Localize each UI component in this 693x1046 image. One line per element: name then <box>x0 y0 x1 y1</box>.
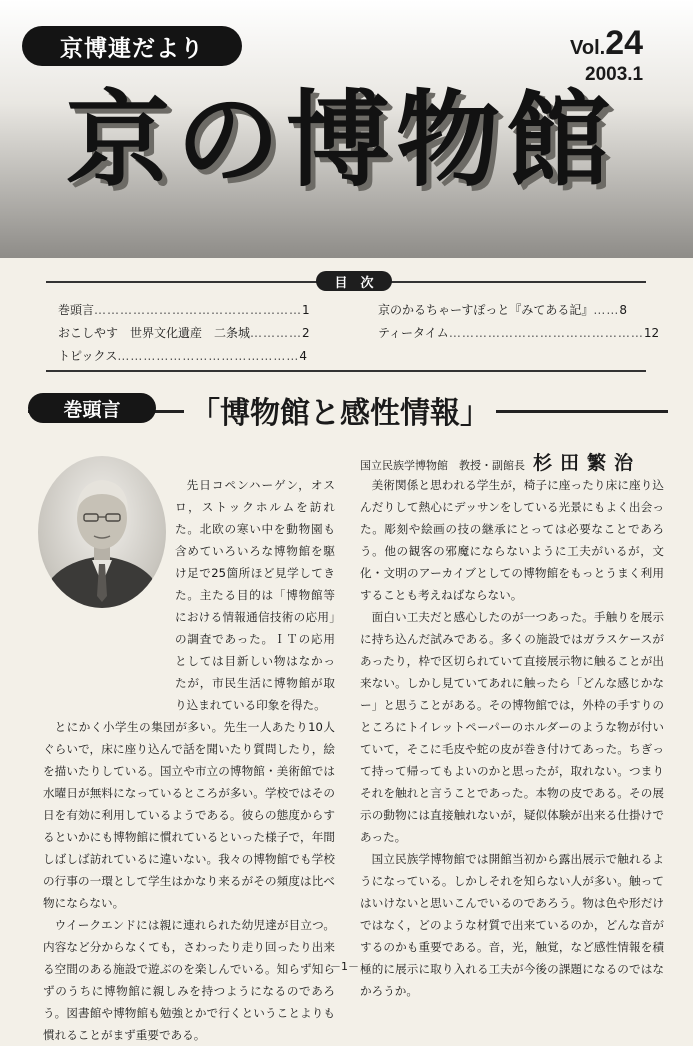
body-text-left-lower <box>43 716 335 1046</box>
toc-item[interactable] <box>58 347 307 364</box>
series-label: 京博連だより <box>22 26 242 66</box>
body-paragraph: ウイークエンドには親に連れられた幼児達が目立つ。内容など分からなくても，さわったり走り回ったり出来る空間のある施設で遊ぶのを楽しんでいる。知らず知らずのうちに博物館に親しみを持つようになるのであろう。図書館や博物館も勉強とかで行くということよりも慣れることがまず重要である。 <box>43 918 335 1042</box>
issue-date: 2003.1 <box>585 64 644 85</box>
toc-leader: …………………………………… <box>117 349 300 363</box>
body-paragraph: 面白い工夫だと感心したのが一つあった。手触りを展示に持ち込んだ試みである。多くの施設ではガラスケースがあったり，枠で区切られていて直接展示物に触ることが出来ない。しかし見ていてあれに触ったら「どんな感じかなー」と思うことがある。その博物館では，外枠の手すりのところにトイレットペーパーのホルダーのような物が付いていて，そこに毛皮や蛇の皮が巻き付けてあった。ちぎって持って帰ってもよいのかと思ったが，取れない。つまりそれを触れと言うことであった。本物の皮である。その展示の動物には直接触れないが，疑似体験が出来る仕掛けであった。 <box>360 610 664 844</box>
toc-item-page: 8 <box>619 303 628 317</box>
toc-leader: ………… <box>250 326 303 340</box>
body-paragraph: 国立民族学博物館では開館当初から露出展示で触れるようになっている。しかしそれを知らない人が多い。触ってはいけないと思いこんでいるのであろう。物は色や形だけではなく，どのような材質で出来ているのか，どんな音がするのかも重要である。音，光，触覚，など感性情報を積極的に展示に取り入れる工夫が今後の課題になるのではなかろうか。 <box>360 852 664 998</box>
article-title: 「博物館と感性情報」 <box>184 388 496 432</box>
body-paragraph: 先日コペンハーゲン，オスロ，ストックホルムを訪れた。北欧の寒い中を動物園も含めていろいろな博物館を駆け足で25箇所ほど見学してきた。主たる目的は「博物館等における情報通信技術の応用」の調査であった。ＩＴの応用としては目新しい物はなかったが，市民生活に博物館が取り込まれている印象を得た。 <box>175 478 335 712</box>
toc-item-page: 4 <box>299 349 308 363</box>
toc-item[interactable] <box>378 324 659 341</box>
author-portrait <box>38 456 166 608</box>
section-label: 巻頭言 <box>28 393 156 423</box>
body-text-right <box>360 474 664 1002</box>
page-number: －1－ <box>330 960 359 973</box>
body-paragraph: 美術関係と思われる学生が，椅子に座ったり床に座り込んだりして熱心にデッサンをしている光景にもよく出会った。彫刻や絵画の技の継承にとっては必要なことであろう。他の観客の邪魔にならないように工夫がいるが，文化・文明のアーカイブとしての博物館をもっとうまく利用することも考えねばならない。 <box>360 478 664 602</box>
author-affiliation: 国立民族学博物館 教授・副館長 <box>360 459 525 472</box>
toc-item-page: 12 <box>643 326 660 340</box>
toc-item-page: 1 <box>302 303 310 317</box>
toc-item-title: 巻頭言 <box>58 303 95 317</box>
body-paragraph: とにかく小学生の集団が多い。先生一人あたり10人ぐらいで，床に座り込んで話を聞いたり質問したり，絵を描いたりしている。国立や市立の博物館・美術館では水曜日が無料になっているところが多い。学校ではその日を有効に利用しているようである。彼らの態度からするといかにも博物館に慣れているといった様子で，年間しばしば訪れているに違いない。我々の博物館でも学校の行事の一環として学生はかなり来るがその頻度は比べ物にならない。 <box>43 720 335 910</box>
author-name: 杉田繁治 <box>533 452 642 474</box>
toc-item-title: おこしやす 世界文化遺産 二条城 <box>58 326 251 340</box>
toc-item[interactable] <box>378 301 627 318</box>
toc-item[interactable] <box>58 301 310 318</box>
body-text-left-wrap <box>175 474 335 716</box>
toc-leader: …… <box>593 303 620 317</box>
publication-title: 京の博物館 <box>66 78 617 201</box>
toc-item-title: トピックス <box>58 349 118 363</box>
toc-item-title: ティータイム <box>378 326 449 340</box>
byline <box>360 448 641 475</box>
toc-bottom-rule <box>46 370 646 372</box>
volume-value: 24 <box>605 24 644 62</box>
volume-number <box>570 24 643 63</box>
toc-item[interactable] <box>58 324 310 341</box>
toc-leader: ………………………………………… <box>94 303 303 317</box>
toc-item-page: 2 <box>302 326 310 340</box>
toc-label: 目 次 <box>316 271 392 291</box>
portrait-image <box>38 456 166 608</box>
toc-leader: ……………………………………… <box>448 326 644 340</box>
toc-item-title: 京のかるちゃーすぽっと『みてある記』 <box>378 303 594 317</box>
volume-prefix: Vol. <box>570 37 606 59</box>
